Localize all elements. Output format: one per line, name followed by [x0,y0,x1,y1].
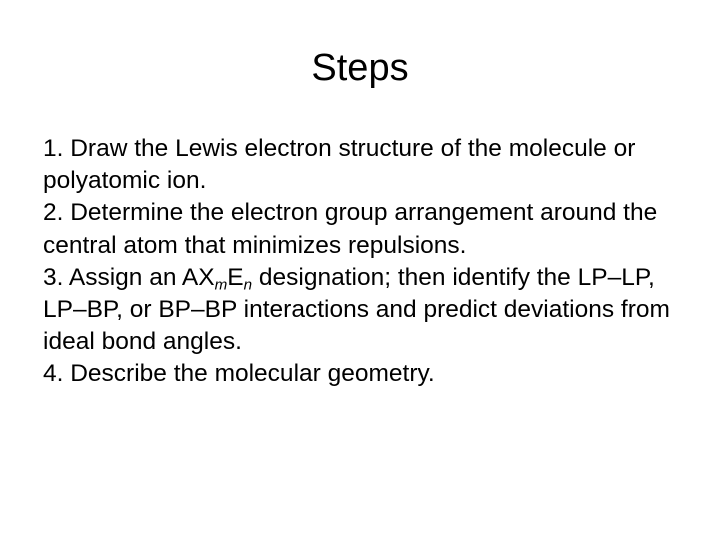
subscript-n: n [243,276,253,294]
subscript-m: m [214,276,228,294]
step-3-suffix: designation; then identify the LP–LP, LP–BP, or BP–BP interactions and predict deviations from ideal bond angles. [43,263,670,356]
step-3-mid: E [227,263,244,291]
step-1: 1. Draw the Lewis electron structure of the molecule or polyatomic ion. [43,135,636,195]
slide-title: Steps [311,47,409,89]
step-3 [43,262,693,359]
steps-list [43,133,693,391]
step-2: 2. Determine the electron group arrangement around the central atom that minimizes repulsions. [43,199,658,259]
step-3-prefix: 3. Assign an AX [43,263,215,291]
step-4: 4. Describe the molecular geometry. [43,360,435,388]
